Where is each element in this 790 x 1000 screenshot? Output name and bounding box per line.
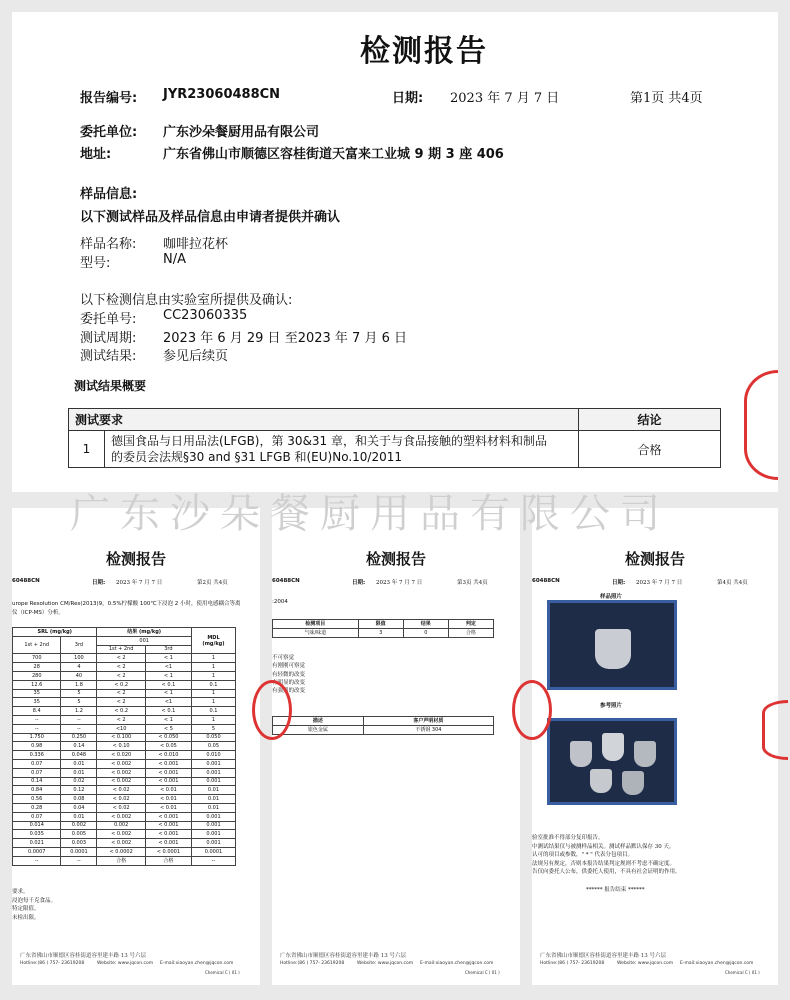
- summary-row-req-2: 的委员会法规§30 and §31 LFGB 和(EU)No.10/2011: [111, 450, 402, 464]
- page-info: 第1页 共4页: [630, 91, 703, 106]
- table-cell: < 0.002: [97, 768, 145, 777]
- footer-address: 广东省佛山市顺德区容桂街道容里建丰路 13 号六层: [540, 953, 666, 959]
- report-no: 60488CN: [272, 578, 300, 584]
- table-cell: --: [13, 715, 61, 724]
- reference-photo-label: 参考照片: [600, 703, 623, 709]
- table-cell: 280: [13, 671, 61, 680]
- table-cell: 5: [61, 689, 97, 698]
- table-cell: 0.01: [61, 768, 97, 777]
- table-cell: 0.336: [13, 751, 61, 760]
- header-verdict: 判定: [448, 620, 493, 629]
- table-cell: < 0.02: [97, 803, 145, 812]
- table-cell: < 0.002: [97, 839, 145, 848]
- table-cell: 0.1: [191, 680, 235, 689]
- report-end: ****** 报告结束 ******: [586, 887, 645, 893]
- summary-row-conclusion: 合格: [579, 431, 721, 468]
- sample-info-label: 样品信息:: [80, 187, 138, 202]
- table-cell: 1.750: [13, 733, 61, 742]
- table-row: [13, 715, 236, 724]
- table-row: [13, 795, 236, 804]
- footer-hotline: Hotline:(86 ) 757- 23619208: [280, 961, 345, 966]
- table-cell: 700: [13, 654, 61, 663]
- table-cell: 0.0001: [61, 847, 97, 856]
- sample-info-note: 以下测试样品及样品信息由申请者提供并确认: [80, 210, 341, 225]
- table-cell: --: [61, 856, 97, 865]
- table-row: [13, 707, 236, 716]
- sample-name-label: 样品名称:: [80, 237, 137, 252]
- table-row: [13, 830, 236, 839]
- header-description: 描述: [273, 717, 364, 726]
- table-cell: 0.56: [13, 795, 61, 804]
- date: 2023 年 7 月 7 日: [636, 580, 683, 586]
- footer-address: 广东省佛山市顺德区容桂街道容里建丰路 13 号六层: [20, 953, 146, 959]
- footer-website: Website: www.jqcon.com: [97, 961, 154, 966]
- order-no: CC23060335: [163, 308, 248, 323]
- stamp-fragment: [512, 680, 552, 740]
- header-res-12: 1st + 2nd: [97, 645, 145, 654]
- table-cell: <10: [97, 724, 145, 733]
- date: 2023 年 7 月 7 日: [376, 580, 423, 586]
- table-row: [13, 724, 236, 733]
- table-cell: < 5: [145, 724, 191, 733]
- report-page-3: [272, 508, 520, 985]
- table-cell: 40: [61, 671, 97, 680]
- table-cell: < 0.001: [145, 812, 191, 821]
- table-cell: 0.0001: [191, 847, 235, 856]
- header-res-3: 3rd: [145, 645, 191, 654]
- table-cell: < 2: [97, 689, 145, 698]
- table-cell: 0.001: [191, 777, 235, 786]
- table-cell: 0.014: [13, 821, 61, 830]
- note-line: 未检出限。: [12, 914, 40, 921]
- reference-photo: [547, 718, 677, 805]
- table-cell: 1: [191, 698, 235, 707]
- page-title: 检测报告: [105, 550, 166, 568]
- table-row: [13, 786, 236, 795]
- table-cell: 1.8: [61, 680, 97, 689]
- table-cell: < 2: [97, 654, 145, 663]
- table-cell: < 0.1: [145, 680, 191, 689]
- table-cell: 0.001: [191, 759, 235, 768]
- table-cell: 0.08: [61, 795, 97, 804]
- table-cell: 12.6: [13, 680, 61, 689]
- stamp-fragment: [252, 680, 292, 740]
- result-label: 测试结果:: [80, 349, 137, 364]
- header-limit: 限值: [358, 620, 403, 629]
- table-cell: < 0.10: [97, 742, 145, 751]
- table-cell: < 0.001: [145, 830, 191, 839]
- table-cell: < 1: [145, 671, 191, 680]
- table-cell: < 0.0001: [145, 847, 191, 856]
- summary-row-req-1: 德国食品与日用品法(LFGB)，第 30&31 章，和关于与食品接触的塑料材料和制品: [111, 434, 548, 448]
- table-cell: 1: [191, 715, 235, 724]
- table-row: [13, 663, 236, 672]
- header-srl: SRL (mg/kg): [13, 628, 97, 637]
- table-cell: 8.4: [13, 707, 61, 716]
- note-line: 法规另有规定，否则本报告结果判定规则不考虑不确定度。: [532, 860, 676, 867]
- table-cell: 0.005: [61, 830, 97, 839]
- client-label: 委托单位:: [80, 125, 138, 140]
- table-cell: 0.002: [61, 821, 97, 830]
- table-cell: 0.14: [13, 777, 61, 786]
- notes: [532, 834, 681, 877]
- summary-row: [69, 431, 721, 468]
- footer-email: E-mail:xiaoyan.chen@jqcon.com: [160, 961, 234, 966]
- report-no-label: 报告编号:: [80, 91, 138, 106]
- table-cell: 0.12: [61, 786, 97, 795]
- table-row: [13, 759, 236, 768]
- table-cell: 0.001: [191, 830, 235, 839]
- table-cell: 5: [191, 724, 235, 733]
- page-title: 检测报告: [365, 550, 426, 568]
- cell-description: 银色金属: [273, 725, 364, 734]
- table-cell: 0.28: [13, 803, 61, 812]
- header-item: 检测项目: [273, 620, 359, 629]
- footer-email: E-mail:xiaoyan.chen@jqcon.com: [680, 961, 754, 966]
- table-cell: < 2: [97, 698, 145, 707]
- report-no: 60488CN: [12, 578, 40, 584]
- table-cell: <1: [145, 663, 191, 672]
- table-cell: 4: [61, 663, 97, 672]
- stamp-fragment: [762, 700, 788, 760]
- table-cell: 0.001: [191, 821, 235, 830]
- table-row: [13, 839, 236, 848]
- odor-table: [272, 619, 494, 638]
- table-cell: < 0.01: [145, 795, 191, 804]
- summary-header-conclusion: 结论: [579, 409, 721, 431]
- cell-verdict: 合格: [448, 628, 493, 637]
- table-row: [13, 856, 236, 865]
- notes: [12, 888, 56, 922]
- table-cell: < 0.2: [97, 680, 145, 689]
- note-line: 不可察觉: [272, 655, 295, 661]
- table-cell: 35: [13, 698, 61, 707]
- table-row: [13, 698, 236, 707]
- footer-form: Chemical C ( 01 ): [465, 970, 500, 975]
- table-cell: 0.98: [13, 742, 61, 751]
- footer-address: 广东省佛山市顺德区容桂街道容里建丰路 13 号六层: [280, 953, 406, 959]
- table-row: [13, 680, 236, 689]
- date-label: 日期:: [92, 580, 106, 586]
- report-no: JYR23060488CN: [163, 87, 281, 102]
- note-line: 浸泡每千克食品。: [12, 897, 57, 904]
- sample-photo-label: 样品照片: [600, 594, 623, 600]
- table-row: [13, 671, 236, 680]
- table-cell: < 0.01: [145, 786, 191, 795]
- table-cell: < 0.001: [145, 768, 191, 777]
- summary-header-req: 测试要求: [69, 409, 579, 431]
- note-line: 有明显的改变: [272, 679, 306, 686]
- table-cell: 1: [191, 689, 235, 698]
- table-cell: 0.0007: [13, 847, 61, 856]
- cell-material: 不锈钢 304: [363, 725, 493, 734]
- table-cell: < 0.02: [97, 786, 145, 795]
- table-cell: 0.05: [191, 742, 235, 751]
- table-row: [13, 751, 236, 760]
- address-label: 地址:: [80, 147, 112, 162]
- report-title: 检测报告: [360, 34, 488, 69]
- header-srl-3: 3rd: [61, 636, 97, 654]
- table-cell: 0.07: [13, 768, 61, 777]
- table-cell: < 2: [97, 671, 145, 680]
- table-cell: < 0.002: [97, 759, 145, 768]
- table-cell: < 0.020: [97, 751, 145, 760]
- cell-limit: 3: [358, 628, 403, 637]
- cell-item: 气味/味道: [273, 628, 359, 637]
- table-cell: < 0.2: [97, 707, 145, 716]
- header-mdl-unit: (mg/kg): [202, 640, 225, 647]
- table-row: [13, 689, 236, 698]
- table-cell: < 2: [97, 715, 145, 724]
- date: 2023 年 7 月 7 日: [450, 91, 560, 106]
- table-cell: 5: [61, 698, 97, 707]
- report-page-2: [12, 508, 260, 985]
- date: 2023 年 7 月 7 日: [116, 580, 163, 586]
- table-cell: --: [13, 724, 61, 733]
- table-row: [13, 654, 236, 663]
- table-cell: 0.14: [61, 742, 97, 751]
- note-line: 告仅向委托人公布，供委托人使用，不具有社会证明的作用。: [532, 869, 681, 875]
- table-cell: 0.84: [13, 786, 61, 795]
- footer-hotline: Hotline:(86 ) 757- 23619208: [540, 961, 605, 966]
- table-row: [13, 768, 236, 777]
- table-cell: < 0.001: [145, 821, 191, 830]
- table-cell: 0.003: [61, 839, 97, 848]
- table-cell: 0.001: [191, 768, 235, 777]
- table-cell: --: [13, 856, 61, 865]
- note-line: 特定限值。: [12, 906, 40, 912]
- report-page-1: [12, 12, 778, 492]
- header-material: 客户声明材质: [363, 717, 493, 726]
- table-cell: 0.07: [13, 812, 61, 821]
- result: 参见后续页: [163, 349, 229, 364]
- migration-table: [12, 627, 236, 866]
- table-cell: < 0.001: [145, 839, 191, 848]
- table-cell: 合格: [97, 856, 145, 865]
- table-cell: --: [61, 724, 97, 733]
- header-sample: 001: [97, 636, 192, 645]
- note-line: 中测试结果仅与被测样品相关。测试样品默认保存 30 天。: [532, 843, 675, 850]
- date-label: 日期:: [352, 580, 366, 586]
- note-line: 有刚刚可察觉: [272, 663, 306, 670]
- table-cell: 0.250: [61, 733, 97, 742]
- table-cell: < 0.002: [97, 812, 145, 821]
- table-cell: 1: [191, 663, 235, 672]
- table-cell: < 1: [145, 689, 191, 698]
- table-cell: < 0.002: [97, 777, 145, 786]
- summary-row-no: 1: [69, 431, 105, 468]
- period-label: 测试周期:: [80, 331, 137, 346]
- note-line: 要求。: [12, 889, 29, 895]
- table-cell: < 1: [145, 654, 191, 663]
- table-cell: 0.002: [97, 821, 145, 830]
- summary-title: 测试结果概要: [74, 379, 147, 393]
- table-cell: 0.001: [191, 839, 235, 848]
- page-title: 检测报告: [624, 550, 685, 568]
- table-cell: 0.01: [61, 759, 97, 768]
- lab-note: 以下检测信息由实验室所提供及确认:: [80, 293, 293, 308]
- table-row: [13, 821, 236, 830]
- footer-website: Website: www.jqcon.com: [357, 961, 414, 966]
- footer-hotline: Hotline:(86 ) 757- 23619208: [20, 961, 85, 966]
- table-cell: <1: [145, 698, 191, 707]
- table-cell: < 0.02: [97, 795, 145, 804]
- note-line: 认可的项目或参数，" * " 代表分包项目。: [532, 852, 634, 858]
- header-mdl: MDL: [207, 634, 220, 641]
- table-cell: 合格: [145, 856, 191, 865]
- note-line: 有轻微的改变: [272, 671, 306, 678]
- table-cell: 100: [61, 654, 97, 663]
- table-cell: 1: [191, 671, 235, 680]
- table-cell: 1: [191, 654, 235, 663]
- cell-result: 0: [403, 628, 448, 637]
- page-info: 第4页 共4页: [717, 580, 748, 586]
- standard: :2004: [272, 599, 288, 605]
- date-label: 日期:: [612, 580, 626, 586]
- table-row: [13, 812, 236, 821]
- header-result: 结果: [403, 620, 448, 629]
- method-line-2: 仪（ICP-MS）分析。: [12, 610, 64, 616]
- report-page-4: [532, 508, 778, 985]
- footer-form: Chemical C ( 01 ): [725, 970, 760, 975]
- header-result: 结果 (mg/kg): [97, 628, 192, 637]
- table-cell: < 0.001: [145, 777, 191, 786]
- note-line: 验室批准不得部分复印报告。: [532, 835, 604, 841]
- table-row: [13, 847, 236, 856]
- table-cell: 0.050: [191, 733, 235, 742]
- table-cell: 0.01: [191, 803, 235, 812]
- order-label: 委托单号:: [80, 312, 137, 327]
- table-cell: 0.001: [191, 812, 235, 821]
- sample-name: 咖啡拉花杯: [163, 237, 229, 252]
- footer-email: E-mail:xiaoyan.chen@jqcon.com: [420, 961, 494, 966]
- address: 广东省佛山市顺德区容桂街道天富来工业城 9 期 3 座 406: [163, 147, 504, 162]
- table-cell: 0.04: [61, 803, 97, 812]
- table-cell: < 0.001: [145, 759, 191, 768]
- table-row: [13, 742, 236, 751]
- table-cell: < 0.002: [97, 830, 145, 839]
- table-cell: 1.2: [61, 707, 97, 716]
- table-cell: 35: [13, 689, 61, 698]
- summary-table: [68, 408, 721, 468]
- table-cell: 0.048: [61, 751, 97, 760]
- header-srl-12: 1st + 2nd: [13, 636, 61, 654]
- table-cell: 0.01: [191, 786, 235, 795]
- sample-photo: [547, 600, 677, 690]
- model: N/A: [163, 252, 186, 267]
- table-cell: 0.1: [191, 707, 235, 716]
- table-row: [13, 777, 236, 786]
- table-cell: 0.01: [61, 812, 97, 821]
- watermark: 广东沙朵餐厨用品有限公司: [70, 491, 670, 537]
- material-table: [272, 716, 494, 735]
- table-cell: < 0.0002: [97, 847, 145, 856]
- period: 2023 年 6 月 29 日 至2023 年 7 月 6 日: [163, 331, 407, 346]
- page-info: 第3页 共4页: [457, 580, 488, 586]
- table-cell: < 1: [145, 715, 191, 724]
- footer-form: Chemical C ( 01 ): [205, 970, 240, 975]
- page-info: 第2页 共4页: [197, 580, 228, 586]
- table-cell: < 2: [97, 663, 145, 672]
- table-cell: --: [191, 856, 235, 865]
- method-line-1: urope Resolution CM/Res(2013)9，0.5%柠檬酸 100℃下浸泡 2 小时，使用电感耦合等离: [12, 601, 241, 607]
- table-cell: < 0.050: [145, 733, 191, 742]
- model-label: 型号:: [80, 256, 111, 271]
- table-cell: 0.035: [13, 830, 61, 839]
- table-cell: 0.01: [191, 795, 235, 804]
- report-no: 60488CN: [532, 578, 560, 584]
- footer-website: Website: www.jqcon.com: [617, 961, 674, 966]
- table-cell: --: [61, 715, 97, 724]
- client: 广东沙朵餐厨用品有限公司: [163, 125, 320, 140]
- table-cell: < 0.100: [97, 733, 145, 742]
- table-cell: 0.02: [61, 777, 97, 786]
- table-row: [13, 733, 236, 742]
- company-stamp: [744, 370, 778, 480]
- table-cell: < 0.01: [145, 803, 191, 812]
- table-cell: < 0.05: [145, 742, 191, 751]
- table-row: [13, 803, 236, 812]
- table-cell: < 0.010: [145, 751, 191, 760]
- table-cell: 0.07: [13, 759, 61, 768]
- note-line: 有强烈的改变: [272, 688, 306, 695]
- table-cell: 0.021: [13, 839, 61, 848]
- table-cell: 0.010: [191, 751, 235, 760]
- table-cell: 28: [13, 663, 61, 672]
- date-label: 日期:: [392, 91, 424, 106]
- table-cell: < 0.1: [145, 707, 191, 716]
